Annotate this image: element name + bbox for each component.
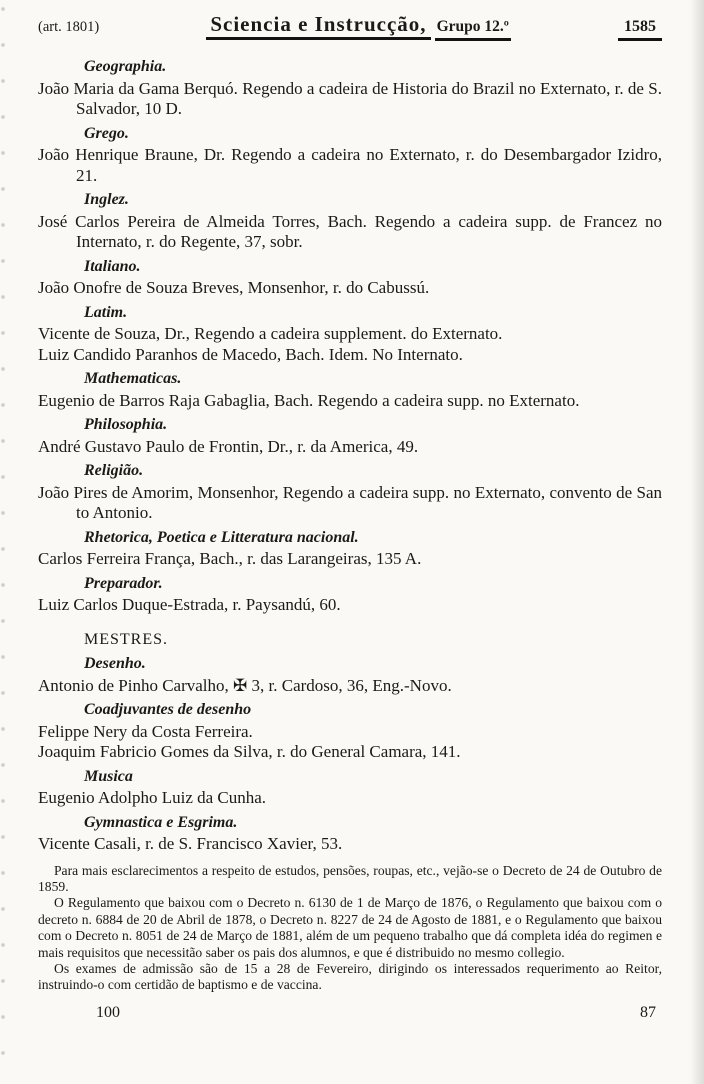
footnotes-block xyxy=(38,863,662,994)
directory-entry: Eugenio de Barros Raja Gabaglia, Bach. Regendo a cadeira supp. no Externato. xyxy=(38,390,580,410)
header-title-main: Sciencia e Instrucção, xyxy=(206,12,430,40)
section-heading: Geographia. xyxy=(84,58,167,75)
section-heading: Desenho. xyxy=(84,655,146,672)
footnote-paragraph: O Regulamento que baixou com o Decreto n. 6130 de 1 de Março de 1876, o Regulamento que baixou com o decreto n. 6884 de 20 de Abril de 1878, o Decreto n. 8227 de 24 de Agosto de 1881, e o Regulamento que baixou com o Decreto n. 8051 de 24 de Março de 1881, além de um pequeno trabalho que dá completa idéa do regimen e mais requisitos que necessitão saber os pais dos alumnos, e que é distribuido no mesmo collegio. xyxy=(38,895,662,960)
directory-section xyxy=(38,415,662,457)
directory-section xyxy=(38,813,662,855)
directory-entry: Eugenio Adolpho Luiz da Cunha. xyxy=(38,788,267,807)
directory-entry: João Maria da Gama Berquó. Regendo a cadeira de Historia do Brazil no Externato, r. de S. Salvador, 10 D. xyxy=(38,78,662,118)
section-heading: Philosophia. xyxy=(84,416,168,433)
directory-section xyxy=(38,767,662,809)
section-heading: Musica xyxy=(84,767,133,785)
header-title xyxy=(99,12,618,37)
directory-section xyxy=(38,630,662,651)
section-heading: Grego. xyxy=(84,124,129,142)
directory-section xyxy=(38,124,662,187)
header-title-group: Grupo 12.º xyxy=(435,18,511,41)
directory-entry: Antonio de Pinho Carvalho, ✠ 3, r. Cardoso, 36, Eng.-Novo. xyxy=(38,675,452,695)
page-header xyxy=(38,12,662,41)
directory-section xyxy=(38,461,662,524)
directory-entry: João Henrique Braune, Dr. Regendo a cadeira no Externato, r. do Desembargador Izidro, 21. xyxy=(38,145,662,185)
directory-section xyxy=(38,654,662,696)
directory-listing xyxy=(38,57,662,855)
directory-entry: André Gustavo Paulo de Frontin, Dr., r. da America, 49. xyxy=(38,436,419,456)
section-heading: Coadjuvantes de desenho xyxy=(84,701,252,718)
directory-section xyxy=(38,190,662,253)
bottom-page-numbers xyxy=(38,1004,662,1022)
directory-section xyxy=(38,574,662,616)
directory-section xyxy=(38,369,662,411)
directory-entry: Vicente de Souza, Dr., Regendo a cadeira supplement. do Externato. xyxy=(38,324,503,343)
directory-entry: Luiz Carlos Duque-Estrada, r. Paysandú, 60. xyxy=(38,595,341,614)
directory-entry: Luiz Candido Paranhos de Macedo, Bach. Idem. No Internato. xyxy=(38,344,463,364)
directory-entry: Vicente Casali, r. de S. Francisco Xavier, 53. xyxy=(38,834,343,853)
directory-entry: Carlos Ferreira França, Bach., r. das Larangeiras, 135 A. xyxy=(38,549,422,568)
section-heading: Preparador. xyxy=(84,574,163,592)
directory-entry: Felippe Nery da Costa Ferreira. xyxy=(38,721,253,741)
section-heading: MESTRES. xyxy=(84,630,169,648)
section-heading: Inglez. xyxy=(84,191,129,208)
footnote-paragraph: Os exames de admissão são de 15 a 28 de Fevereiro, dirigindo os interessados requerimento ao Reitor, instruindo-o com certidão de baptismo e de vaccina. xyxy=(38,960,662,993)
directory-section xyxy=(38,303,662,366)
directory-section xyxy=(38,700,662,763)
directory-section xyxy=(38,257,662,299)
section-heading: Religião. xyxy=(84,462,144,479)
directory-entry: José Carlos Pereira de Almeida Torres, Bach. Regendo a cadeira supp. de Francez no Internato, r. do Regente, 37, sobr. xyxy=(38,211,662,251)
directory-entry: João Onofre de Souza Breves, Monsenhor, r. do Cabussú. xyxy=(38,278,430,297)
section-heading: Gymnastica e Esgrima. xyxy=(84,813,238,831)
directory-section xyxy=(38,57,662,120)
header-article-number: (art. 1801) xyxy=(38,19,100,35)
header-page-number: 1585 xyxy=(618,18,662,41)
directory-entry: João Pires de Amorim, Monsenhor, Regendo a cadeira supp. no Externato, convento de San to Antonio. xyxy=(38,482,662,522)
footnote-paragraph: Para mais esclarecimentos a respeito de estudos, pensões, roupas, etc., vejão-se o Decreto de 24 de Outubro de 1859. xyxy=(38,862,662,894)
section-heading: Rhetorica, Poetica e Litteratura nacional. xyxy=(84,528,359,546)
section-heading: Mathematicas. xyxy=(84,370,182,387)
section-heading: Latim. xyxy=(84,303,128,321)
bottom-right-number: 87 xyxy=(640,1003,656,1021)
section-heading: Italiano. xyxy=(84,257,141,275)
bottom-left-number: 100 xyxy=(96,1003,120,1021)
directory-section xyxy=(38,528,662,570)
directory-entry: Joaquim Fabricio Gomes da Silva, r. do General Camara, 141. xyxy=(38,742,461,761)
